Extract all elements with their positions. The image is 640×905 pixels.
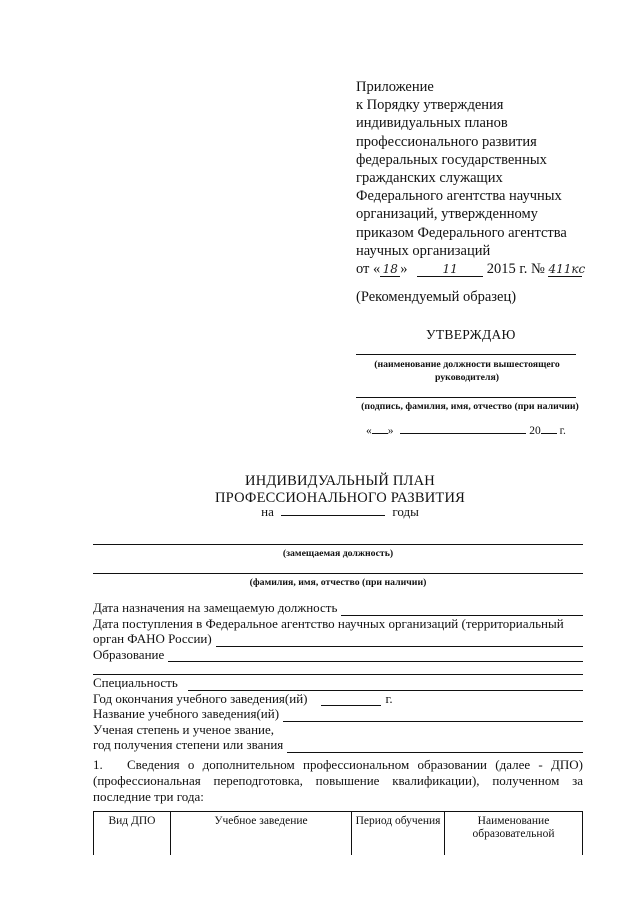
- degree-label-2: год получения степени или звания: [93, 737, 284, 752]
- order-close-quote: »: [400, 261, 408, 278]
- agency-entry-label-2: орган ФАНО России): [93, 631, 212, 646]
- section-1: [93, 757, 583, 805]
- specialty-row: [93, 675, 583, 691]
- education-extra-row: [93, 662, 583, 675]
- education-row: [93, 647, 583, 663]
- appendix-line: научных организаций: [356, 242, 491, 259]
- plan-years: годы: [392, 504, 419, 519]
- appendix-line: к Порядку утверждения: [356, 97, 504, 114]
- position-fill-line: [93, 544, 583, 545]
- plan-title: [160, 473, 520, 506]
- specialty-label: Специальность: [93, 675, 178, 690]
- date-mid: »: [387, 425, 394, 437]
- agency-entry-row: [93, 631, 583, 647]
- fio-fill-line: [93, 573, 583, 574]
- education-field[interactable]: [168, 649, 583, 662]
- specialty-field[interactable]: [188, 678, 583, 691]
- table-header-cell: Учебное заведение: [171, 812, 352, 856]
- personal-fields: [93, 600, 583, 753]
- appendix-line: организаций, утвержденному: [356, 206, 538, 223]
- position-caption: (наименование должности вышестоящего руководителя): [374, 359, 560, 383]
- degree-field[interactable]: [287, 740, 583, 753]
- plan-title-line1: ИНДИВИДУАЛЬНЫЙ ПЛАН: [245, 473, 435, 489]
- education-label: Образование: [93, 646, 165, 662]
- graduation-field[interactable]: [321, 693, 381, 706]
- order-year: 2015 г. №: [486, 261, 545, 278]
- institution-label: Название учебного заведения(ий): [93, 706, 280, 721]
- appendix-block: [356, 78, 626, 278]
- agency-entry-field[interactable]: [216, 634, 583, 647]
- graduation-row: [93, 691, 583, 707]
- institution-row: [93, 706, 583, 722]
- plan-title-line2: ПРОФЕССИОНАЛЬНОГО РАЗВИТИЯ: [214, 489, 466, 506]
- table-header-cell: Вид ДПО: [94, 812, 171, 856]
- table-header-row: [94, 812, 583, 856]
- institution-field[interactable]: [283, 709, 583, 722]
- dpo-table: [93, 811, 583, 855]
- sample-note: (Рекомендуемый образец): [356, 289, 517, 305]
- approve-title: УТВЕРЖДАЮ: [426, 327, 516, 342]
- degree-row: [93, 737, 583, 753]
- graduation-label: Год окончания учебного заведения(ий): [93, 690, 308, 706]
- order-line: [356, 260, 626, 278]
- section-1-text: Сведения о дополнительном профессиональном образовании (далее - ДПО) (профессиональная переподготовка, повышение квалификации), полученном за последние три года:: [93, 757, 583, 804]
- fio-fill-caption: (фамилия, имя, отчество (при наличии): [249, 577, 427, 588]
- appendix-line: индивидуальных планов: [356, 115, 508, 132]
- appendix-line: Приложение: [356, 79, 434, 95]
- order-from: от «: [356, 261, 381, 278]
- section-1-number: 1.: [93, 757, 103, 772]
- date-year: 20: [529, 425, 541, 437]
- position-line: [356, 354, 576, 355]
- signature-line: [356, 397, 576, 398]
- order-day: 18: [380, 262, 400, 277]
- plan-period: [160, 504, 520, 520]
- plan-on: на: [261, 504, 274, 519]
- signature-caption: (подпись, фамилия, имя, отчество (при наличии): [361, 401, 579, 412]
- appointment-date-row: [93, 600, 583, 616]
- graduation-suffix: г.: [385, 690, 393, 706]
- position-fill-caption: (замещаемая должность): [282, 548, 394, 559]
- appendix-line: приказом Федерального агентства: [356, 224, 567, 241]
- degree-label: Ученая степень и ученое звание,: [93, 721, 275, 737]
- order-number: 411кс: [548, 262, 586, 277]
- table-header-cell: Наименование образовательной: [445, 812, 583, 856]
- date-suffix: г.: [559, 425, 566, 437]
- date-open: «: [366, 425, 372, 437]
- appendix-line: гражданских служащих: [356, 170, 503, 187]
- table-header-cell: Период обучения: [352, 812, 445, 856]
- approve-date: [366, 425, 566, 437]
- appendix-line: федеральных государственных: [356, 151, 547, 168]
- appendix-line: Федерального агентства научных: [356, 188, 562, 205]
- agency-entry-label: Дата поступления в Федеральное агентство научных организаций (территориальный: [93, 615, 564, 631]
- order-month: 11: [417, 262, 483, 277]
- education-extra-field[interactable]: [93, 662, 583, 675]
- appointment-date-label: Дата назначения на замещаемую должность: [93, 600, 338, 615]
- appointment-date-field[interactable]: [341, 603, 583, 616]
- appendix-line: профессионального развития: [356, 133, 537, 150]
